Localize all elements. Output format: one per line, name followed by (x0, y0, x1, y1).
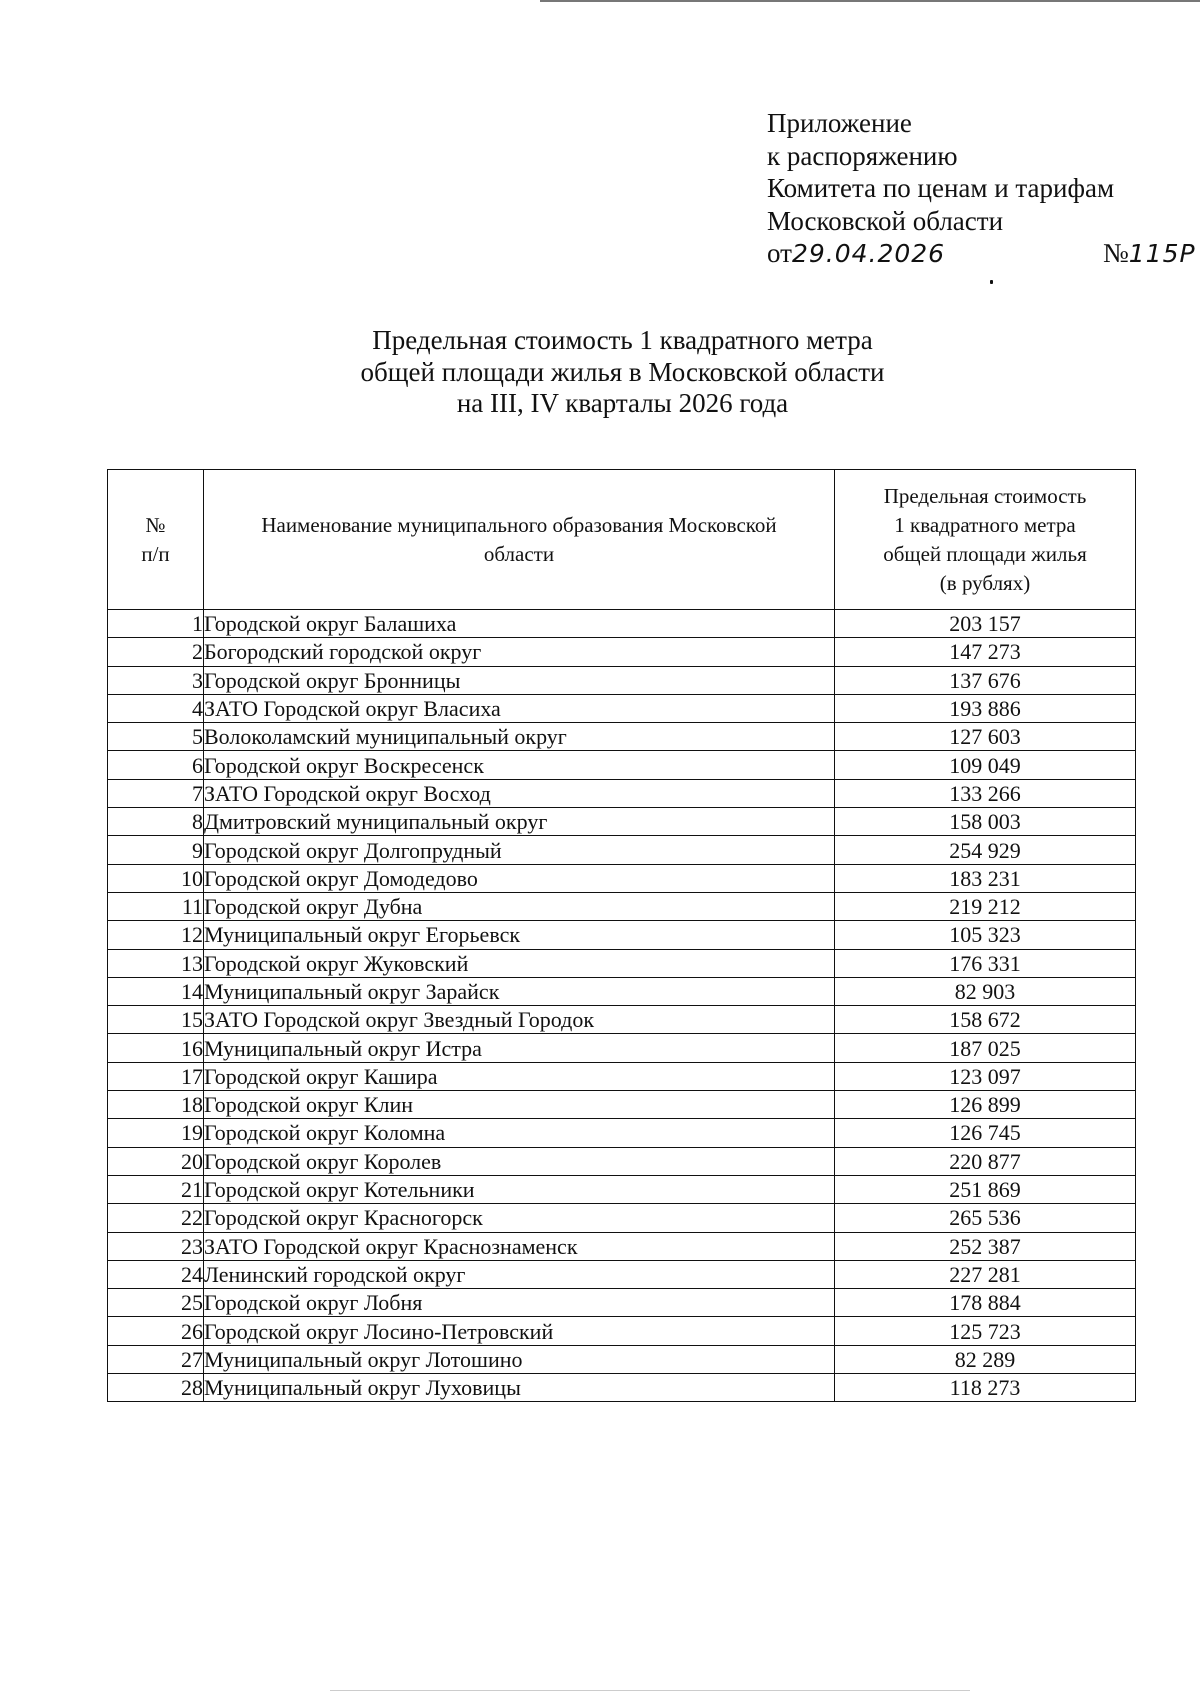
table-row (108, 666, 1136, 694)
row-price: 118 273 (835, 1374, 1136, 1402)
table-row (108, 977, 1136, 1005)
table-row (108, 808, 1136, 836)
row-number: 10 (108, 864, 204, 892)
header-price (835, 470, 1136, 610)
row-number: 9 (108, 836, 204, 864)
row-municipality: Городской округ Воскресенск (204, 751, 835, 779)
table-row (108, 1147, 1136, 1175)
row-municipality: Муниципальный округ Зарайск (204, 977, 835, 1005)
table-row (108, 751, 1136, 779)
document-title (0, 325, 1200, 420)
row-number: 22 (108, 1204, 204, 1232)
table-row (108, 892, 1136, 920)
row-price: 133 266 (835, 779, 1136, 807)
appendix-line: к распоряжению (767, 140, 958, 171)
row-price: 82 903 (835, 977, 1136, 1005)
row-price: 158 003 (835, 808, 1136, 836)
row-price: 220 877 (835, 1147, 1136, 1175)
title-line: Предельная стоимость 1 квадратного метра (372, 325, 873, 355)
row-municipality: Богородский городской округ (204, 638, 835, 666)
row-number: 17 (108, 1062, 204, 1090)
row-price: 178 884 (835, 1289, 1136, 1317)
row-price: 227 281 (835, 1260, 1136, 1288)
row-number: 1 (108, 610, 204, 638)
row-price: 265 536 (835, 1204, 1136, 1232)
row-municipality: ЗАТО Городской округ Власиха (204, 694, 835, 722)
row-municipality: Городской округ Долгопрудный (204, 836, 835, 864)
title-line: общей площади жилья в Московской области (360, 356, 885, 387)
row-municipality: Городской округ Домодедово (204, 864, 835, 892)
table-row (108, 694, 1136, 722)
row-number: 4 (108, 694, 204, 722)
table-row (108, 949, 1136, 977)
row-number: 7 (108, 779, 204, 807)
handwritten-number: 115Р (1128, 239, 1196, 268)
row-municipality: Городской округ Клин (204, 1091, 835, 1119)
row-price: 147 273 (835, 638, 1136, 666)
header-num-line: № (145, 512, 166, 537)
row-number: 21 (108, 1175, 204, 1203)
ink-dot-mark (990, 280, 993, 284)
row-number: 2 (108, 638, 204, 666)
row-municipality: ЗАТО Городской округ Краснознаменск (204, 1232, 835, 1260)
number-prefix: № (1103, 238, 1129, 268)
row-number: 13 (108, 949, 204, 977)
row-municipality: Городской округ Котельники (204, 1175, 835, 1203)
row-price: 254 929 (835, 836, 1136, 864)
table-row (108, 1006, 1136, 1034)
header-name-line: области (483, 541, 555, 566)
handwritten-date: 29.04.2026 (791, 239, 946, 268)
row-municipality: ЗАТО Городской округ Восход (204, 779, 835, 807)
appendix-line: Московской области (767, 205, 1004, 236)
row-price: 193 886 (835, 694, 1136, 722)
order-number (1103, 238, 1196, 269)
row-price: 251 869 (835, 1175, 1136, 1203)
row-municipality: Городской округ Королев (204, 1147, 835, 1175)
header-num (108, 470, 204, 610)
row-municipality: Городской округ Кашира (204, 1062, 835, 1090)
row-price: 183 231 (835, 864, 1136, 892)
row-municipality: Муниципальный округ Луховицы (204, 1374, 835, 1402)
row-number: 24 (108, 1260, 204, 1288)
row-price: 126 745 (835, 1119, 1136, 1147)
table-row (108, 610, 1136, 638)
row-price: 125 723 (835, 1317, 1136, 1345)
table-row (108, 1260, 1136, 1288)
table-header-row (108, 470, 1136, 610)
header-num-line: п/п (141, 541, 170, 566)
row-municipality: Городской округ Красногорск (204, 1204, 835, 1232)
row-number: 23 (108, 1232, 204, 1260)
table-row (108, 1289, 1136, 1317)
row-municipality: Городской округ Бронницы (204, 666, 835, 694)
row-price: 109 049 (835, 751, 1136, 779)
row-number: 12 (108, 921, 204, 949)
row-price: 137 676 (835, 666, 1136, 694)
table-row (108, 1034, 1136, 1062)
row-number: 16 (108, 1034, 204, 1062)
table-row (108, 1232, 1136, 1260)
price-table (107, 469, 1136, 1402)
table-row (108, 921, 1136, 949)
row-number: 18 (108, 1091, 204, 1119)
row-municipality: Муниципальный округ Лотошино (204, 1345, 835, 1373)
row-price: 105 323 (835, 921, 1136, 949)
row-number: 27 (108, 1345, 204, 1373)
row-number: 26 (108, 1317, 204, 1345)
scan-bottom-edge (330, 1690, 970, 1691)
appendix-date-line (767, 237, 1114, 270)
header-name (204, 470, 835, 610)
appendix-block (767, 107, 1114, 270)
row-municipality: Муниципальный округ Истра (204, 1034, 835, 1062)
title-line: на III, IV кварталы 2026 года (456, 388, 789, 418)
row-price: 187 025 (835, 1034, 1136, 1062)
row-municipality: Дмитровский муниципальный округ (204, 808, 835, 836)
table-row (108, 638, 1136, 666)
row-number: 28 (108, 1374, 204, 1402)
row-municipality: Ленинский городской округ (204, 1260, 835, 1288)
table-row (108, 1175, 1136, 1203)
row-municipality: Городской округ Лосино-Петровский (204, 1317, 835, 1345)
row-number: 6 (108, 751, 204, 779)
row-number: 25 (108, 1289, 204, 1317)
row-price: 126 899 (835, 1091, 1136, 1119)
row-municipality: Городской округ Балашиха (204, 610, 835, 638)
table-row (108, 1119, 1136, 1147)
header-price-line: Предельная стоимость (883, 483, 1087, 508)
row-number: 19 (108, 1119, 204, 1147)
scan-top-edge (540, 0, 1200, 2)
row-number: 11 (108, 892, 204, 920)
row-number: 15 (108, 1006, 204, 1034)
row-municipality: Волоколамский муниципальный округ (204, 723, 835, 751)
table-row (108, 779, 1136, 807)
header-price-line: общей площади жилья (883, 541, 1087, 566)
row-price: 252 387 (835, 1232, 1136, 1260)
table-row (108, 1091, 1136, 1119)
row-municipality: Городской округ Лобня (204, 1289, 835, 1317)
row-number: 20 (108, 1147, 204, 1175)
table-row (108, 1374, 1136, 1402)
row-municipality: Городской округ Жуковский (204, 949, 835, 977)
row-municipality: Муниципальный округ Егорьевск (204, 921, 835, 949)
row-price: 176 331 (835, 949, 1136, 977)
table-row (108, 1062, 1136, 1090)
row-number: 3 (108, 666, 204, 694)
table-row (108, 836, 1136, 864)
row-price: 82 289 (835, 1345, 1136, 1373)
row-price: 203 157 (835, 610, 1136, 638)
appendix-line: Приложение (767, 108, 912, 138)
row-price: 127 603 (835, 723, 1136, 751)
row-municipality: ЗАТО Городской округ Звездный Городок (204, 1006, 835, 1034)
table-row (108, 864, 1136, 892)
row-number: 5 (108, 723, 204, 751)
row-municipality: Городской округ Коломна (204, 1119, 835, 1147)
header-price-line: 1 квадратного метра (894, 512, 1076, 537)
table-row (108, 1317, 1136, 1345)
date-prefix: от (767, 238, 792, 268)
header-price-line: (в рублях) (939, 570, 1031, 595)
row-municipality: Городской округ Дубна (204, 892, 835, 920)
appendix-line: Комитета по ценам и тарифам (767, 173, 1115, 203)
row-number: 14 (108, 977, 204, 1005)
row-price: 158 672 (835, 1006, 1136, 1034)
header-name-line: Наименование муниципального образования Московской (261, 512, 777, 537)
table-row (108, 1204, 1136, 1232)
row-price: 219 212 (835, 892, 1136, 920)
table-row (108, 723, 1136, 751)
row-price: 123 097 (835, 1062, 1136, 1090)
table-row (108, 1345, 1136, 1373)
row-number: 8 (108, 808, 204, 836)
